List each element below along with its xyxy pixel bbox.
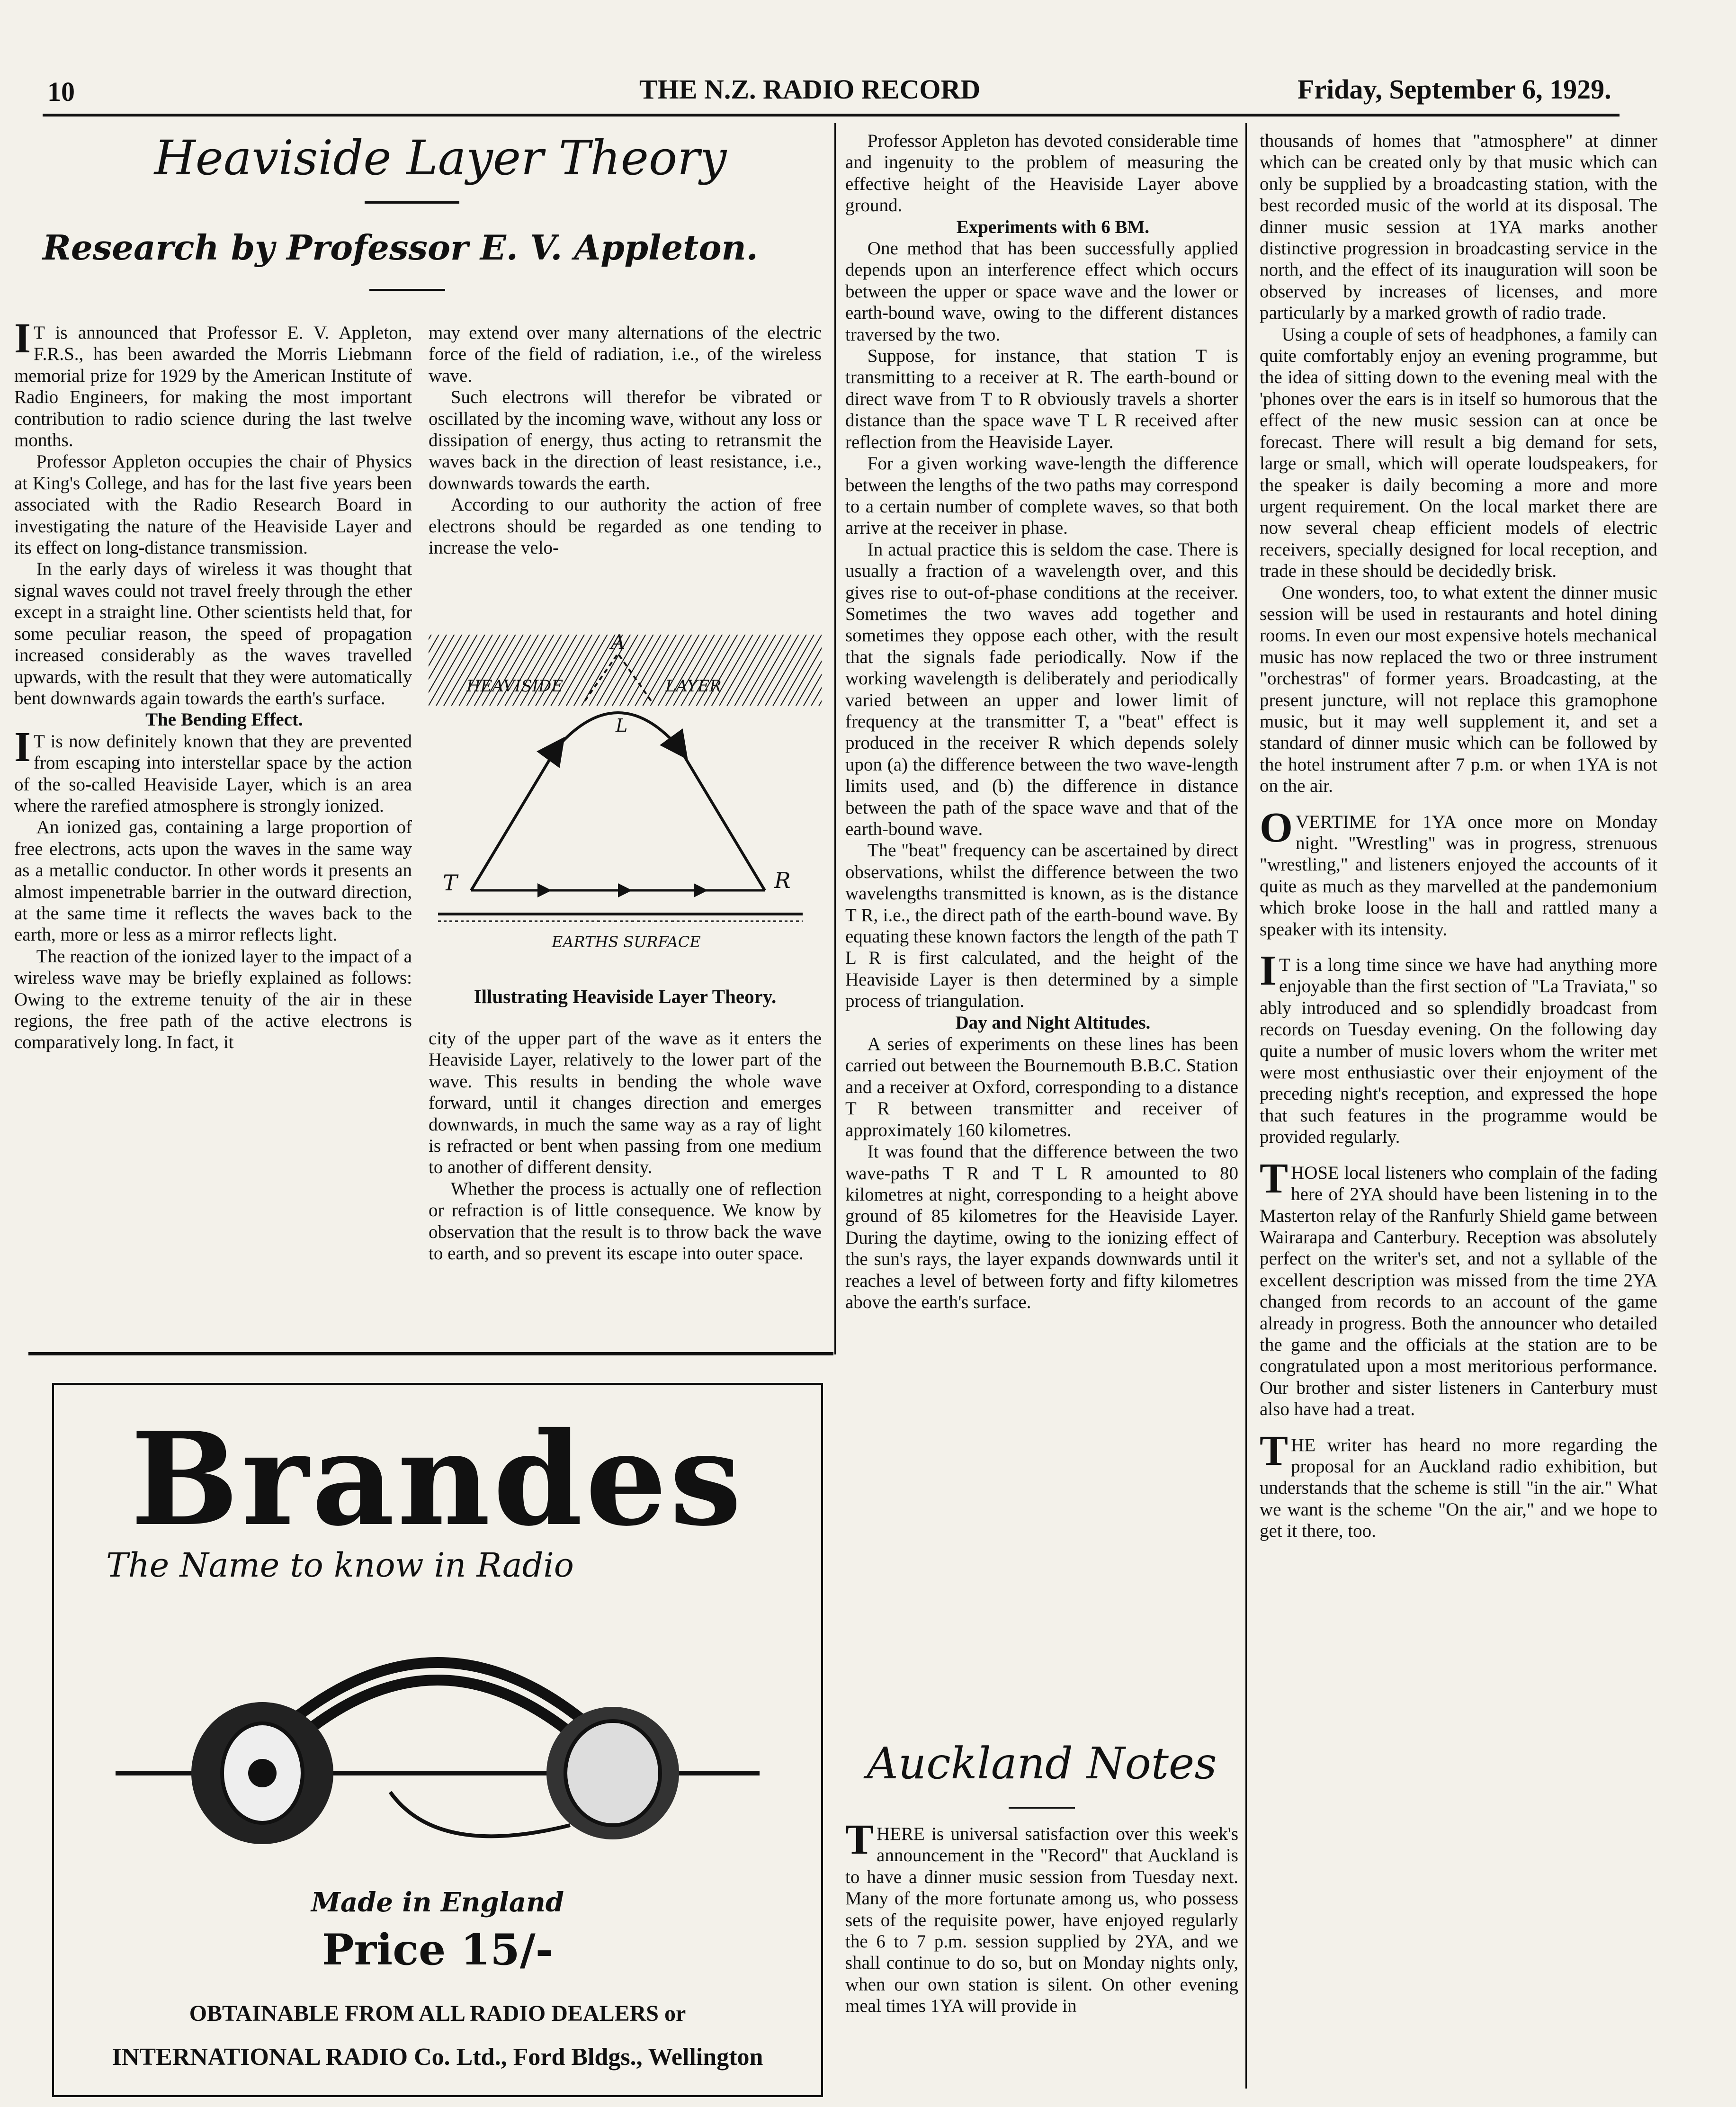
article-headline: Heaviside Layer Theory [154,130,727,186]
diagram-caption: Illustrating Heaviside Layer Theory. [474,986,777,1007]
column-separator [834,123,836,1354]
paragraph: One method that has been successfully applied depends upon an interference effect which occurs between the upper or space wave and the lower or earth-bound wave, owing to the different distances traversed by the two. [845,238,1238,345]
brandes-advertisement [52,1383,823,2097]
label-layer: LAYER [665,677,722,696]
headphones-illustration [106,1603,769,1868]
paragraph: In actual practice this is seldom the case. There is usually a fraction of a wavelength over, and this gives rise to out-of-phase conditions at the receiver. Sometimes the two waves add together and sometimes they oppose each other, with the result that the signals fade periodically. Now if the working wavelength is deliberately and periodically varied between an upper and lower limit of frequency at the transmitter T, a "beat" effect is produced in the receiver R which depends solely upon (a) the difference between the two wave-length limits used, and (b) the difference in distance between the path of the space wave and that of the earth-bound wave. [845,539,1238,839]
paragraph: city of the upper part of the wave as it enters the Heaviside Layer, relatively to the lower part of the wave. This results in bending the whole wave forward, until it changes direction and emerges downwards, in much the same way as a ray of light is refracted or bent when passing from one medium to another of different density. [429,1028,822,1178]
paragraph: THOSE local listeners who complain of the fading here of 2YA should have been listening in to the Masterton relay of the Ranfurly Shield game between Wairarapa and Canterbury. Reception was absolutely perfect on the writer's set, and not a syllable of the excellent description was missed from the time 2YA changed from records to an account of the game already in progress. Both the announcer who detailed the game and the officials at the station are to be congratulated upon a most meritorious performance. Our brother and sister listeners in Canterbury must also have had a treat. [1260,1155,1657,1420]
direct-wave-arrow [694,883,708,897]
paragraph: Professor Appleton has devoted considerable time and ingenuity to the problem of measuring the effective height of the Heaviside Layer above ground. [845,131,1238,216]
article1-column-2-bottom [429,1028,822,1264]
auckland-divider [1009,1807,1075,1809]
advert-obtainable: OBTAINABLE FROM ALL RADIO DEALERS or [189,2001,686,2026]
publication-title: THE N.Z. RADIO RECORD [639,74,981,105]
article1-column-1 [14,315,412,1053]
headline-divider [365,201,459,204]
paragraph: According to our authority the action of free electrons should be regarded as one tending to increase the velo- [429,494,822,558]
advert-tagline: The Name to know in Radio [106,1546,574,1585]
paragraph: Such electrons will therefor be vibrated or oscillated by the incoming wave, without any loss or dissipation of energy, thus acting to retransmit the waves back in the direction of least resistance, i.e., downwards towards the earth. [429,387,822,493]
paragraph: In the early days of wireless it was thought that signal waves could not travel freely through the ether except in a straight line. Other scientists held that, for some peculiar reason, the speed of propagation increased considerably as the waves travelled upwards, with the result that they were automatically bent downwards again towards the earth's surface. [14,559,412,708]
paragraph: The "beat" frequency can be ascertained by direct observations, whilst the difference between the two wavelengths transmitted is known, as is the distance T R, i.e., the direct path of the earth-bound wave. By equating these known factors the length of the path T L R is first calculated, and the height of the Heaviside Layer is then determined by a simple process of triangulation. [845,840,1238,1012]
right-earpiece-face [565,1721,660,1825]
paragraph: IT is announced that Professor E. V. Appleton, F.R.S., has been awarded the Morris Liebmann memorial prize for 1929 by the American Institute of Radio Engineers, for making the most important contribution to radio science during the last twelve months. [14,315,412,451]
advert-top-rule [28,1352,833,1355]
label-a: A [611,630,626,654]
heaviside-layer-diagram [429,625,822,985]
paragraph: IT is now definitely known that they are prevented from escaping into interstellar space by the action of the so-called Heaviside Layer, which is an area where the rarefied atmosphere is strongly ionized. [14,723,412,816]
article1-column-3 [845,130,1238,1313]
advert-company: INTERNATIONAL RADIO Co. Ltd., Ford Bldgs., Wellington [112,2044,763,2071]
left-earpiece-hub [248,1759,277,1787]
subheading-day-night: Day and Night Altitudes. [955,1012,1151,1033]
column-separator [1245,123,1247,2089]
paragraph: An ionized gas, containing a large proportion of free electrons, acts upon the waves in the same way as a metallic conductor. In other words it presents an almost impenetrable barrier in the outward direction, at the same time it reflects the waves back to the earth, more or less as a mirror reflects light. [14,817,412,945]
paragraph: IT is a long time since we have had anything more enjoyable than the first section of "La Traviata," so ably introduced and so splendidly broadcast from records on Tuesday evening. On the following day quite a number of music lovers whom the writer met were most enthusiastic over their enjoyment of the preceding night's reception, and expressed the hope that such features in the programme would be provided regularly. [1260,947,1657,1148]
paragraph: Suppose, for instance, that station T is transmitting to a receiver at R. The earth-bound or direct wave from T to R obviously travels a shorter distance than the space wave T L R received after reflection from the Heaviside Layer. [845,346,1238,452]
article1-column-2-top [429,322,822,558]
masthead-rule [43,114,1620,117]
advert-made-in: Made in England [311,1887,564,1918]
issue-date: Friday, September 6, 1929. [1298,74,1611,105]
paragraph: For a given working wave-length the difference between the lengths of the two paths may correspond to a certain number of complete waves, so that both arrive at the receiver in phase. [845,453,1238,538]
subheading-experiments: Experiments with 6 BM. [956,216,1150,237]
paragraph: THE writer has heard no more regarding the proposal for an Auckland radio exhibition, but understands that the scheme is still "in the air." What we want is the scheme "On the air," and we hope to get it there, too. [1260,1427,1657,1542]
advert-brand: Brandes [130,1404,745,1554]
direct-wave-arrow [618,883,632,897]
paragraph: OVERTIME for 1YA once more on Monday night. "Wrestling" was in progress, strenuous "wrestling," and listeners enjoyed the accounts of it quite as much as they marvelled at the pandemonium which broke loose in the hall and rattled many a speaker with its intensity. [1260,804,1657,940]
paragraph: The reaction of the ionized layer to the impact of a wireless wave may be briefly explained as follows: Owing to the extreme tenuity of the air in these regions, the free path of the active electrons is comparatively long. In fact, it [14,946,412,1053]
page-number: 10 [47,76,75,107]
direct-wave-arrow [537,883,552,897]
auckland-notes-headline: Auckland Notes [867,1738,1217,1789]
subheading-bending-effect: The Bending Effect. [145,709,303,730]
label-l: L [616,715,628,736]
article-byline: Research by Professor E. V. Appleton. [43,227,758,268]
paragraph: A series of experiments on these lines has been carried out between the Bournemouth B.B.C. Station and a receiver at Oxford, corresponding to a distance T R between transmitter and receiver of approximately 160 kilometres. [845,1034,1238,1140]
label-heaviside: HEAVISIDE [466,677,564,696]
headphone-cord [390,1792,570,1836]
paragraph: Whether the process is actually one of reflection or refraction is of little consequence. We know by observation that the result is to throw back the wave to earth, and so prevent its escape into outer space. [429,1178,822,1264]
label-t: T [443,870,457,896]
paragraph: Using a couple of sets of headphones, a family can quite comfortably enjoy an evening programme, but the idea of sitting down to the evening meal with the 'phones over the ears is in itself so humorous that the effect of the new music session can at once be forecast. There will result a big demand for sets, large or small, which will operate loudspeakers, for the speaker is daily becoming a more and more urgent requirement. On the local market there are now several cheap efficient models of electric receivers, specially designed for local reception, and trade in these should be decidedly brisk. [1260,324,1657,582]
paragraph: One wonders, too, to what extent the dinner music session will be used in restaurants and hotel dining rooms. In even our most expensive hotels mechanical music has now replaced the two or three instrument "orchestras" of former years. Broadcasting, at the present juncture, will not replace this gramophone music, but it may well supplement it, and set a standard of dinner music which can be followed by the hotel instrument after 7 p.m. or when 1YA is not on the air. [1260,582,1657,797]
paragraph: THERE is universal satisfaction over this week's announcement in the "Record" that Auckland is to have a dinner music session from Tuesday next. Many of the more fortunate among us, who possess sets of the requisite power, have enjoyed regularly the 6 to 7 p.m. session supplied by 2YA, and we shall continue to do so, but on Monday nights only, when our own station is silent. On other evening meal times 1YA will provide in [845,1816,1238,2017]
paragraph: It was found that the difference between the two wave-paths T R and T L R amounted to 80 kilometres at night, corresponding to a height above ground of 85 kilometres for the Heaviside Layer. During the daytime, owing to the ionizing effect of the sun's rays, the layer expands downwards until it reaches a level of between forty and fifty kilometres above the earth's surface. [845,1141,1238,1312]
paragraph: may extend over many alternations of the electric force of the field of radiation, i.e., of the wireless wave. [429,323,822,386]
auckland-column-3 [845,1816,1238,2017]
label-r: R [774,868,791,893]
wave-path-tlr [471,713,765,890]
advert-price: Price 15/- [322,1925,554,1975]
auckland-column-4 [1260,130,1657,1542]
paragraph: Professor Appleton occupies the chair of Physics at King's College, and has for the last five years been associated with the Radio Research Board in investigating the nature of the Heaviside Layer and its effect on long-distance transmission. [14,451,412,558]
byline-divider [369,289,445,291]
paragraph: thousands of homes that "atmosphere" at dinner which can be created only by that music which can only be supplied by a broadcasting station, with the best recorded music of the world at its disposal. The dinner music session at 1YA marks another distinctive progression in broadcasting service in the north, and the effect of its inauguration will soon be observed by increases of licenses, and more particularly by a marked growth of radio trade. [1260,131,1657,323]
label-earths-surface: EARTHS SURFACE [552,933,701,951]
